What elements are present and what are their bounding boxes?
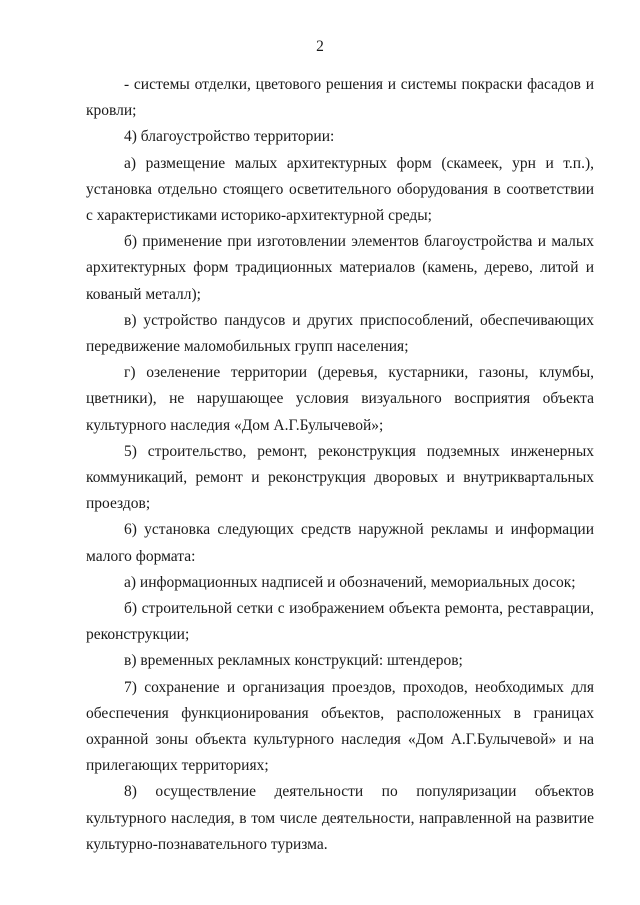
paragraph-temporary-stands: в) временных рекламных конструкций: штендеров; xyxy=(124,652,463,670)
paragraph-popularization: 8) осуществление деятельности по популяризации объектов культурного наследия, в том числе деятельности, направленной на развитие культурно-познавательного туризма. xyxy=(86,783,594,853)
paragraph-facade-finishing: - системы отделки, цветового решения и системы покраски фасадов и кровли; xyxy=(86,76,594,120)
paragraph-underground-utilities: 5) строительство, ремонт, реконструкция подземных инженерных коммуникаций, ремонт и реконструкция дворовых и внутриквартальных проездов; xyxy=(86,442,594,513)
paragraph-construction-mesh: б) строительной сетки с изображением объекта ремонта, реставрации, реконструкции; xyxy=(86,600,594,644)
paragraph-ramps: в) устройство пандусов и других приспособлений, обеспечивающих передвижение маломобильных групп населения; xyxy=(86,311,594,356)
paragraph-landscaping-heading: 4) благоустройство территории: xyxy=(124,128,335,146)
document-body xyxy=(86,72,594,858)
paragraph-plaques: а) информационных надписей и обозначений, мемориальных досок; xyxy=(124,573,576,591)
paragraph-greening: г) озеленение территории (деревья, кустарники, газоны, клумбы, цветники), не нарушающее условия визуального восприятия объекта культурного наследия «Дом А.Г.Булычевой»; xyxy=(86,364,594,434)
paragraph-traditional-materials: б) применение при изготовлении элементов благоустройства и малых архитектурных форм традиционных материалов (камень, дерево, литой и кованый металл); xyxy=(86,233,594,303)
page-number: 2 xyxy=(316,38,324,55)
paragraph-small-forms: а) размещение малых архитектурных форм (скамеек, урн и т.п.), установка отдельно стоящего осветительного оборудования в соответствии с характеристиками историко-архитектурной среды; xyxy=(86,154,594,225)
paragraph-passages: 7) сохранение и организация проездов, проходов, необходимых для обеспечения функционирования объектов, расположенных в границах охранной зоны объекта культурного наследия «Дом А.Г.Булычевой» и на прилегающих территориях; xyxy=(86,678,594,775)
paragraph-advertising-heading: 6) установка следующих средств наружной рекламы и информации малого формата: xyxy=(86,521,594,565)
